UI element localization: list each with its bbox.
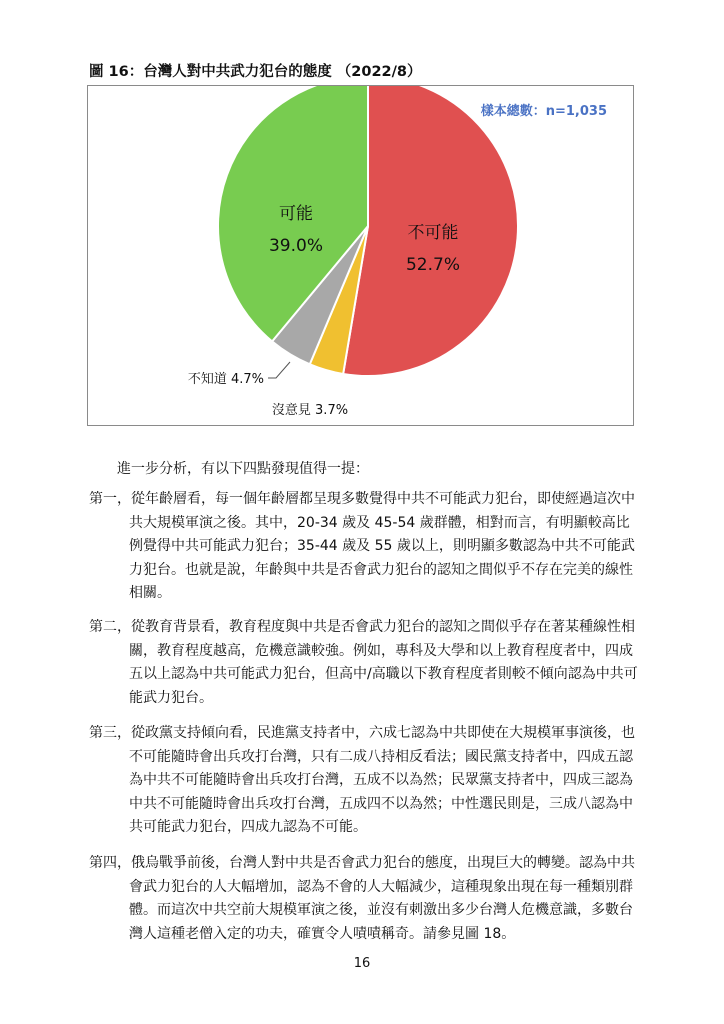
slice-label-1: 不可能 [407,223,459,243]
slice-label-4: 可能 [279,204,313,224]
slice-value-4: 39.0% [268,236,324,256]
slice-label-2: 沒意見 3.7% [271,403,349,418]
paragraph-3: 第三，從政黨支持傾向看，民進黨支持者中，六成七認為中共即使在大規模軍事演後，也不可能隨時會出兵攻打台灣，只有二成八持相反看法；國民黨支持者中，四成五認為中共不可能隨時會出兵攻打台灣，五成不以為然；民眾黨支持者中，四成三認為中共不可能隨時會出兵攻打台灣，五成四不以為然；中性選民則是，三成八認為中共可能武力犯台，四成九認為不可能。 [89,725,635,835]
paragraph-4: 第四，俄烏戰爭前後，台灣人對中共是否會武力犯台的態度，出現巨大的轉變。認為中共會武力犯台的人大幅增加，認為不會的人大幅減少，這種現象出現在每一種類別群體。而這次中共空前大規模軍演之後，並沒有刺激出多少台灣人危機意識，多數台灣人這種老僧入定的功夫，確實令人嘖嘖稱奇。請參見圖 18。 [89,855,635,942]
figure-caption: 圖 16：台灣人對中共武力犯台的態度 （2022/8） [89,64,422,80]
page-number: 16 [353,956,371,971]
pie-chart [88,86,633,425]
slice-label-3: 不知道 4.7% [187,372,264,387]
chart-frame [87,85,634,426]
intro-line: 進一步分析，有以下四點發現值得一提： [117,461,369,477]
paragraph-1: 第一，從年齡層看，每一個年齡層都呈現多數覺得中共不可能武力犯台，即使經過這次中共大規模軍演之後。其中，20-34 歲及 45-54 歲群體，相對而言，有明顯較高比例覺得中共可能武力犯台；35-44 歲及 55 歲以上，則明顯多數認為中共不可能武力犯台。也就是說，年齡與中共是否會武力犯台的認知之間似乎不存在完美的線性相關。 [89,491,635,601]
leader-line [268,362,290,378]
paragraph-2: 第二，從教育背景看，教育程度與中共是否會武力犯台的認知之間似乎存在著某種線性相關，教育程度越高，危機意識較強。例如，專科及大學和以上教育程度者中，四成五以上認為中共可能武力犯台，但高中/高職以下教育程度者則較不傾向認為中共可能武力犯台。 [89,619,638,706]
sample-size-note: 樣本總數：n=1,035 [480,104,607,119]
slice-value-1: 52.7% [405,255,461,275]
